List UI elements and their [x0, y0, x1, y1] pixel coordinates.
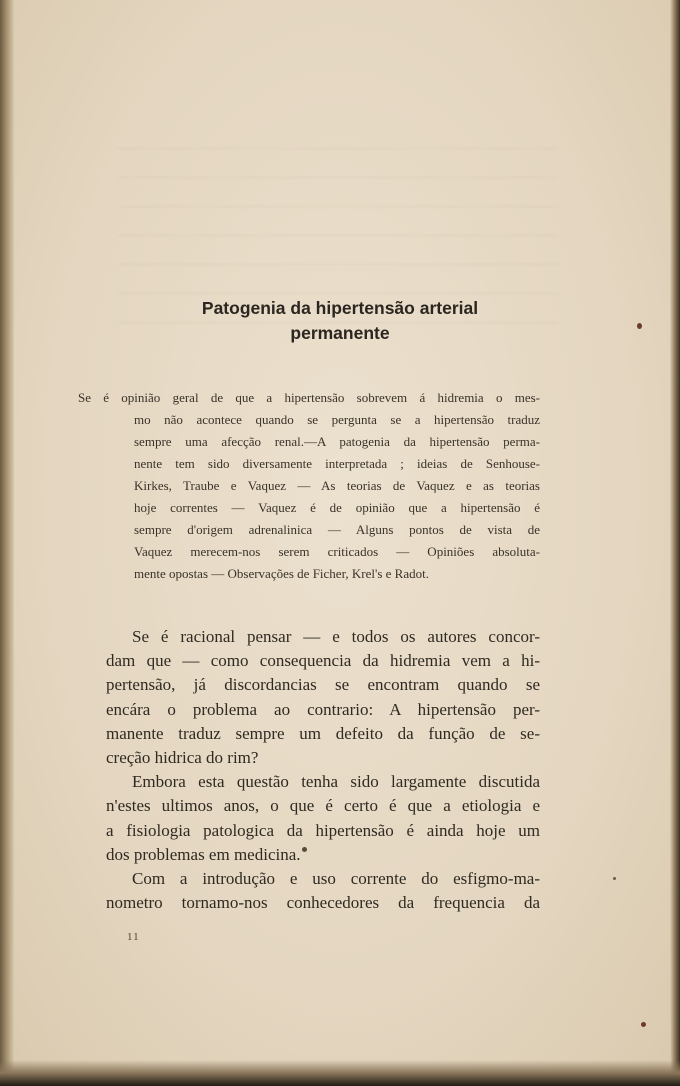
body-line: creção hidrica do rim?	[106, 748, 259, 768]
body-line: pertensão, já discordancias se encontram quando se	[106, 675, 540, 695]
body-line: n'estes ultimos anos, o que é certo é que a etiologia e	[106, 796, 540, 816]
body-line: dos problemas em medicina.	[106, 844, 301, 864]
bleed-through-texture	[118, 120, 558, 323]
summary-line: Se é opinião geral de que a hipertensão sobrevem á hidremia o mes-	[78, 390, 540, 405]
summary-line: nente tem sido diversamente interpretada ; ideias de Senhouse-	[134, 456, 540, 471]
ink-speck	[613, 877, 616, 880]
signature-mark: 11	[127, 931, 140, 943]
body-text	[106, 625, 540, 915]
summary-line: Kirkes, Traube e Vaquez — As teorias de Vaquez e as teorias	[134, 478, 540, 493]
chapter-title	[100, 296, 580, 346]
page-edge-left	[0, 0, 14, 1086]
chapter-title-line-2: permanente	[290, 323, 390, 343]
summary-line: sempre d'origem adrenalinica — Alguns pontos de vista de	[134, 522, 540, 537]
summary-line: mente opostas — Observações de Ficher, Krel's e Radot.	[134, 566, 429, 581]
body-line: a fisiologia patologica da hipertensão é ainda hoje um	[106, 820, 540, 840]
chapter-title-line-1: Patogenia da hipertensão arterial	[201, 298, 479, 318]
summary-line: Vaquez merecem-nos serem criticados — Opiniões absoluta-	[134, 544, 540, 559]
ink-speck	[641, 1022, 646, 1027]
summary-line: hoje correntes — Vaquez é de opinião que a hipertensão é	[134, 500, 540, 515]
summary-line: mo não acontece quando se pergunta se a hipertensão traduz	[134, 412, 540, 427]
body-line: Com a introdução e uso corrente do esfigmo-ma-	[132, 869, 540, 889]
body-line: encára o problema ao contrario: A hipertensão per-	[106, 699, 540, 719]
ink-speck	[302, 847, 307, 852]
page-edge-right	[670, 0, 680, 1086]
body-line: nometro tornamo-nos conhecedores da frequencia da	[106, 893, 540, 913]
body-line: manente traduz sempre um defeito da função de se-	[106, 723, 540, 743]
body-line: dam que — como consequencia da hidremia vem a hi-	[106, 651, 540, 671]
body-line: Embora esta questão tenha sido largamente discutida	[132, 772, 540, 792]
chapter-summary	[78, 387, 540, 585]
body-line: Se é racional pensar — e todos os autores concor-	[132, 627, 540, 646]
ink-speck	[637, 323, 642, 329]
page-edge-bottom	[0, 1060, 680, 1086]
summary-line: sempre uma afecção renal.—A patogenia da hipertensão perma-	[134, 434, 540, 449]
